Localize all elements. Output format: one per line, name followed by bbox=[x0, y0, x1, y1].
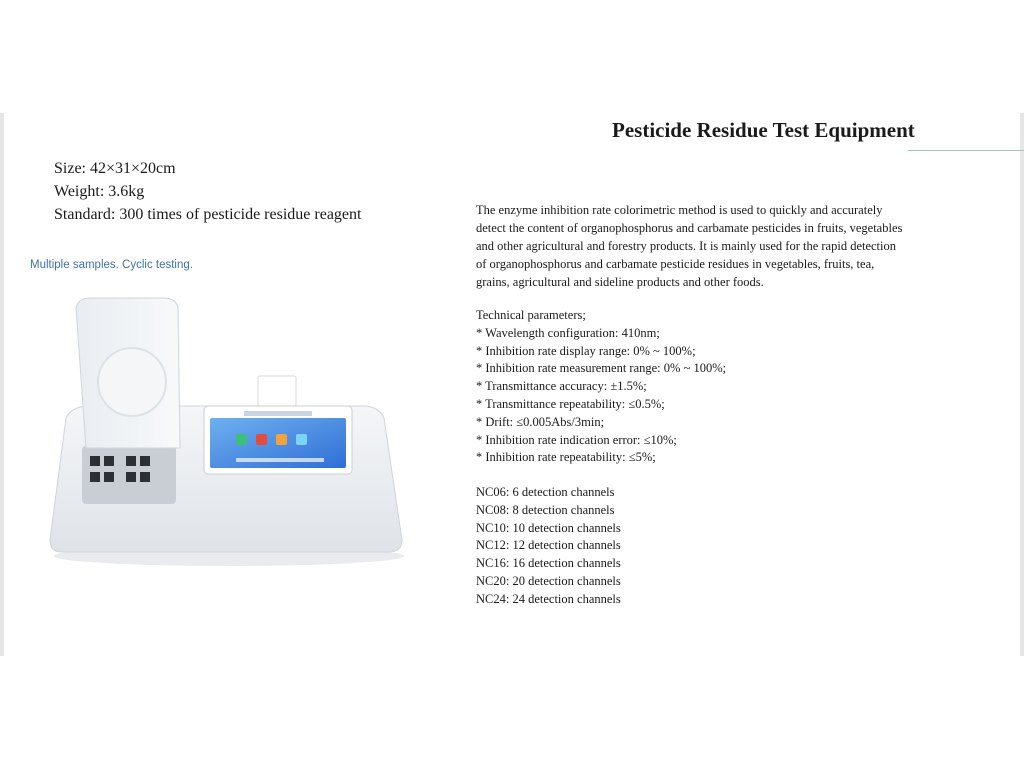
technical-parameters bbox=[476, 307, 726, 467]
parameter-item: * Wavelength configuration: 410nm; bbox=[476, 325, 660, 340]
description-line: The enzyme inhibition rate colorimetric method is used to quickly and accurately bbox=[476, 203, 883, 217]
page-title: Pesticide Residue Test Equipment bbox=[612, 118, 915, 142]
model-item: NC08: 8 detection channels bbox=[476, 502, 615, 517]
screen-footer-strip bbox=[236, 458, 324, 462]
model-item: NC12: 12 detection channels bbox=[476, 538, 621, 553]
spec-size: Size: 42×31×20cm bbox=[54, 160, 176, 177]
parameter-item: * Drift: ≤0.005Abs/3min; bbox=[476, 414, 605, 429]
lid-knob bbox=[98, 348, 166, 416]
tagline: Multiple samples. Cyclic testing. bbox=[30, 259, 193, 271]
description-line: grains, agricultural and sideline products and other foods. bbox=[476, 275, 764, 289]
parameter-item: * Transmittance accuracy: ±1.5%; bbox=[476, 379, 647, 394]
parameter-item: * Inhibition rate measurement range: 0% ~ 100%; bbox=[476, 361, 727, 376]
model-list bbox=[476, 484, 621, 609]
description-line: detect the content of organophosphorus and carbamate pesticides in fruits, vegetables bbox=[476, 221, 903, 235]
model-item: NC16: 16 detection channels bbox=[476, 556, 621, 571]
left-border bbox=[0, 113, 4, 656]
parameter-item: * Inhibition rate display range: 0% ~ 100%; bbox=[476, 343, 696, 358]
parameter-item: * Transmittance repeatability: ≤0.5%; bbox=[476, 396, 665, 411]
parameter-item: * Inhibition rate repeatability: ≤5%; bbox=[476, 450, 656, 465]
model-item: NC06: 6 detection channels bbox=[476, 485, 615, 499]
description-line: and other agricultural and forestry products. It is mainly used for the rapid detection bbox=[476, 239, 897, 253]
screen-header-strip bbox=[244, 411, 312, 416]
parameter-item: * Inhibition rate indication error: ≤10%; bbox=[476, 432, 677, 447]
model-item: NC24: 24 detection channels bbox=[476, 591, 621, 606]
parameters-heading: Technical parameters; bbox=[476, 308, 586, 322]
model-item: NC20: 20 detection channels bbox=[476, 573, 621, 588]
description-line: of organophosphorus and carbamate pesticide residues in vegetables, fruits, tea, bbox=[476, 257, 875, 271]
device-image bbox=[46, 290, 412, 580]
spec-weight: Weight: 3.6kg bbox=[54, 183, 145, 200]
printer-paper bbox=[258, 376, 296, 406]
right-border bbox=[1020, 113, 1024, 656]
title-underline bbox=[908, 150, 1024, 151]
model-item: NC10: 10 detection channels bbox=[476, 520, 621, 535]
spec-list bbox=[54, 157, 361, 226]
spec-standard: Standard: 300 times of pesticide residue reagent bbox=[54, 206, 362, 223]
description bbox=[476, 201, 996, 291]
